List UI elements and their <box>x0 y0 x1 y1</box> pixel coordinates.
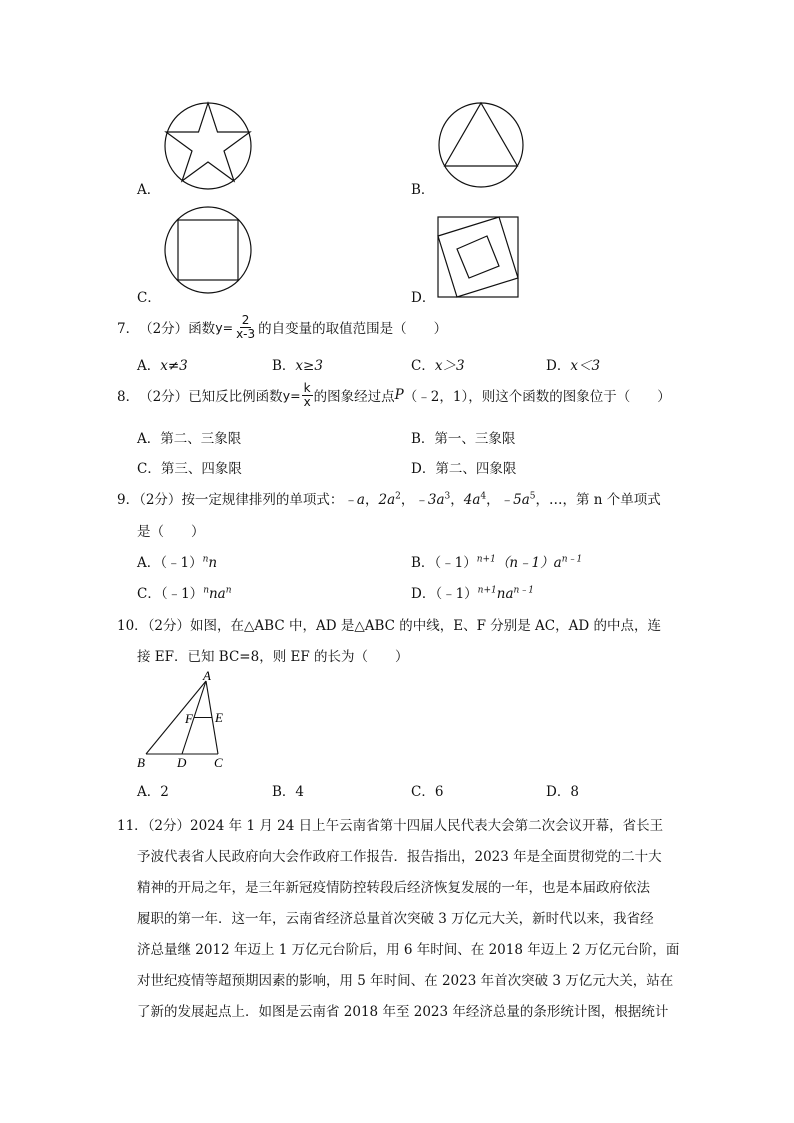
q10-option-b: B．4 <box>272 784 305 800</box>
point-d-label: D <box>177 755 187 770</box>
question-8-post1: 的图象经过点 <box>313 389 395 405</box>
q7-option-c: C．x＞3 <box>411 358 465 374</box>
q8-option-c: C．第三、四象限 <box>137 461 242 477</box>
option-c-square-in-circle-figure <box>162 204 254 296</box>
option-d-nested-squares-figure <box>437 216 519 298</box>
q10-option-c: C．6 <box>411 784 444 800</box>
question-7-number: 7． <box>117 321 140 337</box>
question-10-line1: 如图，在△ABC 中，AD 是△ABC 的中线，E、F 分别是 AC，AD 的中点，连 <box>190 618 661 634</box>
question-7-fn-lhs: y= <box>215 319 234 335</box>
q9-option-c: C．$(﹣1)^nna^n$ <box>137 585 232 602</box>
q7-option-b: B．x≥3 <box>272 358 323 374</box>
fraction-denominator: x-3 <box>236 326 256 341</box>
question-8-fn-lhs: y= <box>282 387 301 403</box>
question-9-points: （2分） <box>139 492 182 508</box>
q10-option-a: A．2 <box>137 784 169 800</box>
q8-option-b: B．第一、三象限 <box>411 431 516 447</box>
option-b-label: B． <box>411 182 435 198</box>
q7-option-d: D．x＜3 <box>546 358 601 374</box>
fraction-numerator: 2 <box>241 312 250 327</box>
question-11-line-5: 济总量继 2012 年迈上 1 万亿元台阶后，用 6 年时间、在 2018 年迈上 2 万亿元台阶，面 <box>137 942 680 958</box>
question-9-stem-line2: 是（ ） <box>137 524 205 540</box>
question-10-stem-line1 <box>117 614 661 634</box>
q9-option-b: B．$(﹣1)^{n+1}(n﹣1)a^{n﹣1}$ <box>411 554 583 571</box>
question-8-stem <box>117 378 671 412</box>
question-11-line-4: 履职的第一年．这一年，云南省经济总量首次突破 3 万亿元大关，新时代以来，我省经 <box>137 911 654 927</box>
term-2: 2a <box>378 492 396 508</box>
q8-option-a: A．第二、三象限 <box>137 431 242 447</box>
question-11-line-1: 11．（2分）2024 年 1 月 24 日上午云南省第十四届人民代表大会第二次会议开幕，省长王 <box>117 818 664 834</box>
option-a-star-in-circle-figure <box>162 100 254 192</box>
q10-option-d: D．8 <box>546 784 579 800</box>
question-7-post: 的自变量的取值范围是（ ） <box>258 321 448 337</box>
term-4: 4a <box>463 492 481 508</box>
question-9-pre: 按一定规律排列的单项式： <box>181 492 344 508</box>
question-9-number: 9． <box>117 492 140 508</box>
fraction-denominator: x <box>303 394 311 409</box>
vertex-b-label: B <box>137 755 145 770</box>
question-9-post: ，…，第 n 个单项式 <box>535 492 661 508</box>
vertex-a-label: A <box>203 668 211 683</box>
option-d-label: D． <box>411 290 436 306</box>
q8-option-d: D．第二、四象限 <box>411 461 517 477</box>
triangle-abc-figure <box>134 668 234 774</box>
term-5: ﹣5a <box>499 492 530 508</box>
option-c-label: C． <box>137 290 161 306</box>
question-7-fraction <box>234 314 257 341</box>
question-8-fraction <box>302 382 313 409</box>
question-11-points: （2分） <box>147 818 191 834</box>
question-11-line-3: 精神的开局之年，是三年新冠疫情防控转段后经济恢复发展的一年，也是本届政府依法 <box>137 880 650 896</box>
question-10-stem-line2: 接 EF．已知 BC=8，则 EF 的长为（ ） <box>137 649 409 665</box>
question-11-line-6: 对世纪疫情等超预期因素的影响，用 5 年时间、在 2023 年首次突破 3 万亿元大关，站在 <box>137 973 674 989</box>
point-e-label: E <box>215 710 223 725</box>
term-1: ﹣a <box>343 492 365 508</box>
question-9-stem-line1: 9．（2分）按一定规律排列的单项式：﹣a，$2a^2$，$﹣3a^3$，$4a^4$，$﹣5a^5$，…，第 n 个单项式 <box>117 491 661 508</box>
option-b-triangle-in-circle-figure <box>436 100 526 190</box>
q7-option-a: A．x≠3 <box>137 358 188 374</box>
question-8-number: 8． <box>117 389 140 405</box>
option-a-label: A． <box>137 182 161 198</box>
term-3: ﹣3a <box>414 492 445 508</box>
question-11-line-7: 了新的发展起点上．如图是云南省 2018 年至 2023 年经济总量的条形统计图，根据统计 <box>137 1004 669 1020</box>
vertex-c-label: C <box>214 755 223 770</box>
question-8-post2: （﹣2，1），则这个函数的图象位于（ ） <box>403 389 671 405</box>
question-7-pre: 函数 <box>188 321 216 337</box>
fraction-numerator: k <box>303 380 311 395</box>
question-8-point-var: P <box>394 387 404 403</box>
question-11-number: 11． <box>117 818 148 834</box>
q9-option-d: D．$(﹣1)^{n+1}na^{n﹣1}$ <box>411 585 535 602</box>
question-8-points: （2分） <box>139 389 189 405</box>
question-7-points: （2分） <box>139 321 189 337</box>
question-8-pre: 已知反比例函数 <box>188 389 283 405</box>
q9-option-a: A．（﹣1）$^n$n <box>137 554 218 571</box>
question-10-points: （2分） <box>147 618 191 634</box>
question-11-line-2: 予波代表省人民政府向大会作政府工作报告．报告指出，2023 年是全面贯彻党的二十大 <box>137 849 662 865</box>
question-10-number: 10． <box>117 618 148 634</box>
question-7-stem <box>117 310 447 344</box>
point-f-label: F <box>185 711 193 726</box>
